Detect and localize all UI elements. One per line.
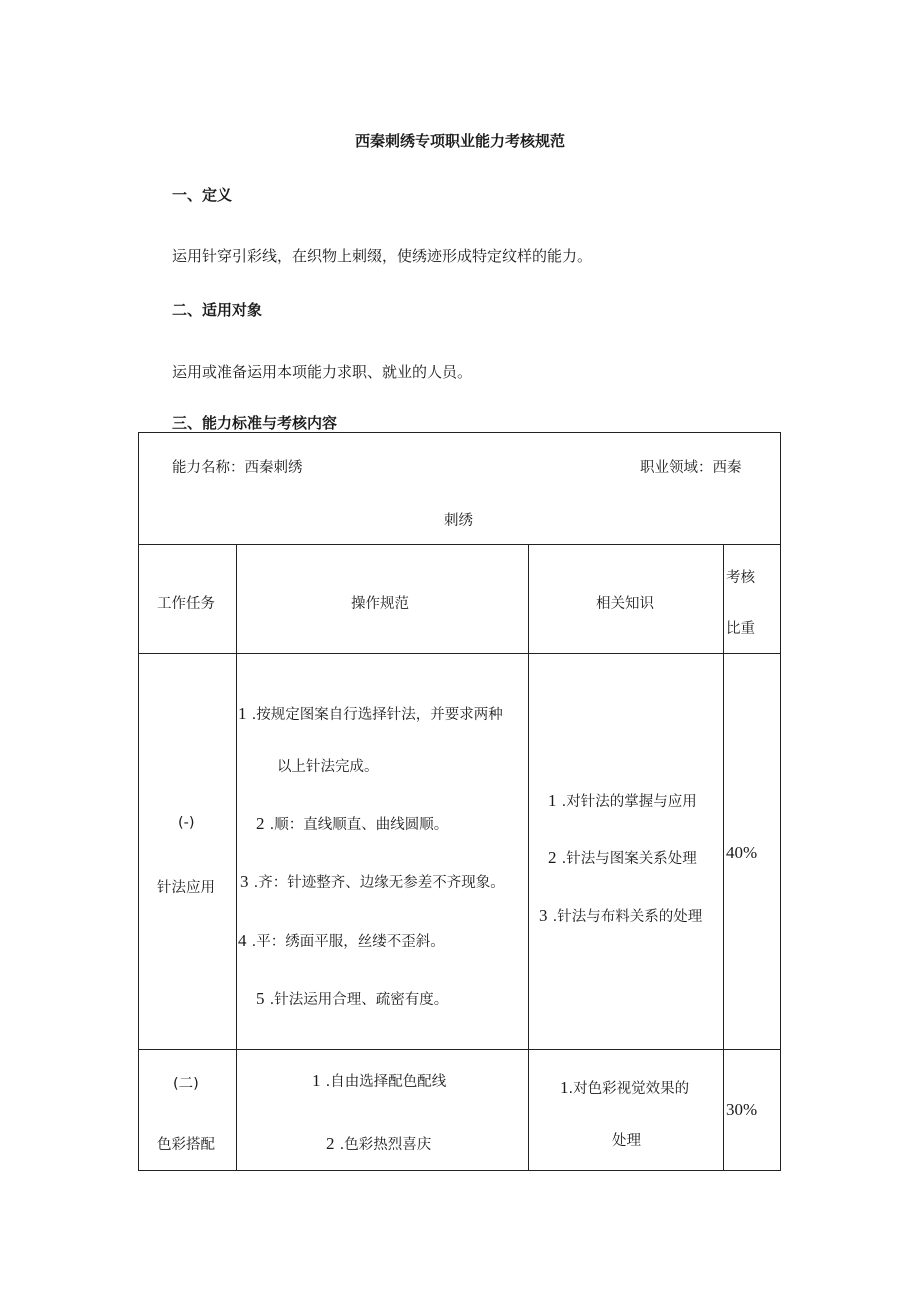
table-divider: [138, 1049, 781, 1050]
spec-item: 1 .按规定图案自行选择针法，并要求两种: [238, 704, 503, 723]
spec-item: 4 .平：绣面平服，丝缕不歪斜。: [238, 931, 445, 950]
section-heading-target: 二、适用对象: [172, 301, 263, 319]
task-number: (-): [178, 815, 195, 831]
table-divider: [528, 544, 529, 1171]
spec-item: 以上针法完成。: [277, 759, 379, 775]
weight-value: 40%: [726, 843, 758, 862]
knowledge-item: 3 .针法与布料关系的处理: [539, 906, 703, 925]
task-name: 色彩搭配: [157, 1137, 215, 1153]
knowledge-item: 1 .对针法的掌握与应用: [548, 791, 697, 810]
table-divider: [138, 544, 781, 545]
weight-value: 30%: [726, 1100, 758, 1119]
table-divider: [138, 653, 781, 654]
table-divider: [723, 544, 724, 1171]
section-heading-definition: 一、定义: [172, 186, 233, 204]
spec-item: 2 .顺：直线顺直、曲线圆顺。: [256, 814, 449, 833]
knowledge-item: 2 .针法与图案关系处理: [548, 848, 697, 867]
task-number: (二): [173, 1076, 199, 1092]
page-title: 西秦刺绣专项职业能力考核规范: [354, 132, 565, 150]
ability-name: 能力名称：西秦刺绣: [172, 460, 303, 476]
column-header-spec: 操作规范: [351, 596, 409, 612]
spec-item: 5 .针法运用合理、疏密有度。: [256, 989, 449, 1008]
column-header-knowledge: 相关知识: [596, 596, 654, 612]
knowledge-item: 处理: [612, 1133, 641, 1149]
task-name: 针法应用: [157, 880, 215, 896]
spec-item: 3 .齐：针迹整齐、边缘无参差不齐现象。: [240, 872, 505, 891]
definition-text: 运用针穿引彩线，在织物上刺缀，使绣迹形成特定纹样的能力。: [172, 247, 593, 265]
knowledge-item: 1.对色彩视觉效果的: [560, 1078, 690, 1097]
spec-item: 1 .自由选择配色配线: [312, 1071, 447, 1090]
table-divider: [236, 544, 237, 1171]
occupation-field: 职业领域：西秦: [640, 460, 742, 476]
section-heading-standards: 三、能力标准与考核内容: [172, 414, 338, 432]
target-text: 运用或准备运用本项能力求职、就业的人员。: [172, 363, 473, 381]
column-header-task: 工作任务: [157, 596, 215, 612]
column-header-weight: 比重: [726, 621, 755, 637]
spec-item: 2 .色彩热烈喜庆: [326, 1134, 432, 1153]
occupation-field-continued: 刺绣: [444, 513, 473, 529]
column-header-weight: 考核: [726, 570, 755, 586]
